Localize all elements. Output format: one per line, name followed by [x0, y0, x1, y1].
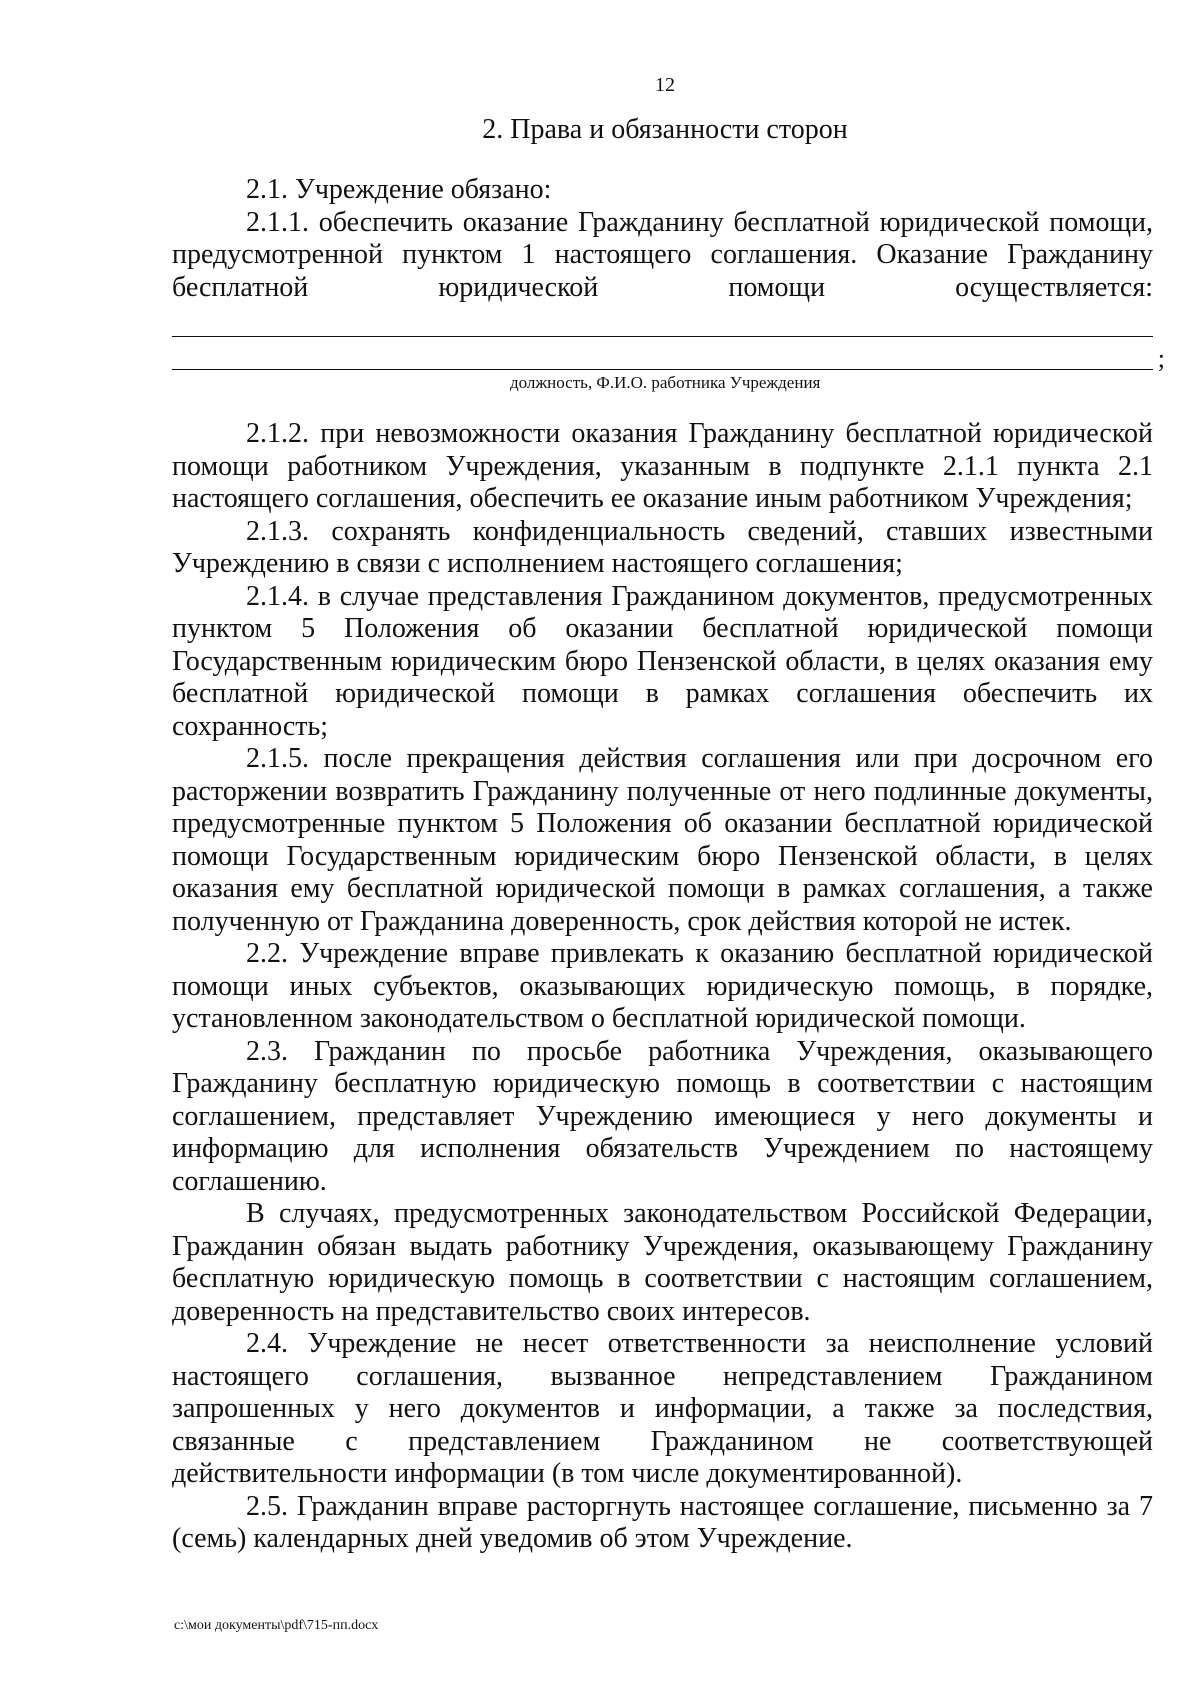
document-body	[172, 174, 1165, 1556]
blank-fill-line-1	[172, 304, 1153, 337]
paragraph-2-5: 2.5. Гражданин вправе расторгнуть настоящее соглашение, письменно за 7 (семь) календарных дней уведомив об этом Учреждение.	[172, 1490, 1153, 1554]
paragraph-2-1: 2.1. Учреждение обязано:	[246, 174, 552, 205]
footer-file-path: c:\мои документы\pdf\715-пп.docx	[174, 1618, 379, 1633]
page-number: 12	[655, 74, 675, 96]
blank-field-caption: должность, Ф.И.О. работника Учреждения	[510, 373, 821, 392]
paragraph-2-1-4: 2.1.4. в случае представления Гражданином документов, предусмотренных пунктом 5 Положения об оказании бесплатной юридической помощи Государственным юридическим бюро Пензенской области, в целях оказания ему бесплатной юридической помощи в рамках соглашения обеспечить их сохранность;	[172, 580, 1153, 742]
paragraph-2-1-3: 2.1.3. сохранять конфиденциальность сведений, ставших известными Учреждению в связи с исполнением настоящего соглашения;	[172, 515, 1153, 579]
paragraph-2-4: 2.4. Учреждение не несет ответственности за неисполнение условий настоящего соглашения, вызванное непредставлением Гражданином запрошенных у него документов и информации, а также за последствия, связанные с представлением Гражданином не соответствующей действительности информации (в том числе документированной).	[172, 1328, 1153, 1489]
paragraph-2-1-5: 2.1.5. после прекращения действия соглашения или при досрочном его расторжении возвратить Гражданину полученные от него подлинные документы, предусмотренные пунктом 5 Положения об оказании бесплатной юридической помощи Государственным юридическим бюро Пензенской области, в целях оказания ему бесплатной юридической помощи в рамках соглашения, а также полученную от Гражданина доверенность, срок действия которой не истек.	[172, 743, 1153, 937]
paragraph-2-1-1: 2.1.1. обеспечить оказание Гражданину бесплатной юридической помощи, предусмотренной пунктом 1 настоящего соглашения. Оказание Гражданину бесплатной юридической помощи осуществляется:	[172, 206, 1153, 303]
blank-fill-line-2	[172, 337, 1165, 373]
paragraph-2-2: 2.2. Учреждение вправе привлекать к оказанию бесплатной юридической помощи иных субъектов, оказывающих юридическую помощь, в порядке, установленном законодательством о бесплатной юридической помощи.	[172, 938, 1153, 1034]
section-title: 2. Права и обязанности сторон	[482, 114, 848, 145]
paragraph-2-3-continued: В случаях, предусмотренных законодательством Российской Федерации, Гражданин обязан выдать работнику Учреждения, оказывающему Гражданину бесплатную юридическую помощь в соответствии с настоящим соглашением, доверенность на представительство своих интересов.	[172, 1198, 1153, 1327]
paragraph-2-3: 2.3. Гражданин по просьбе работника Учреждения, оказывающего Гражданину бесплатную юридическую помощь в соответствии с настоящим соглашением, представляет Учреждению имеющиеся у него документы и информацию для исполнения обязательств Учреждением по настоящему соглашению.	[172, 1035, 1153, 1197]
blank-line-suffix: ;	[1157, 343, 1165, 373]
paragraph-2-1-2: 2.1.2. при невозможности оказания Гражданину бесплатной юридической помощи работником Учреждения, указанным в подпункте 2.1.1 пункта 2.1 настоящего соглашения, обеспечить ее оказание иным работником Учреждения;	[172, 418, 1153, 514]
